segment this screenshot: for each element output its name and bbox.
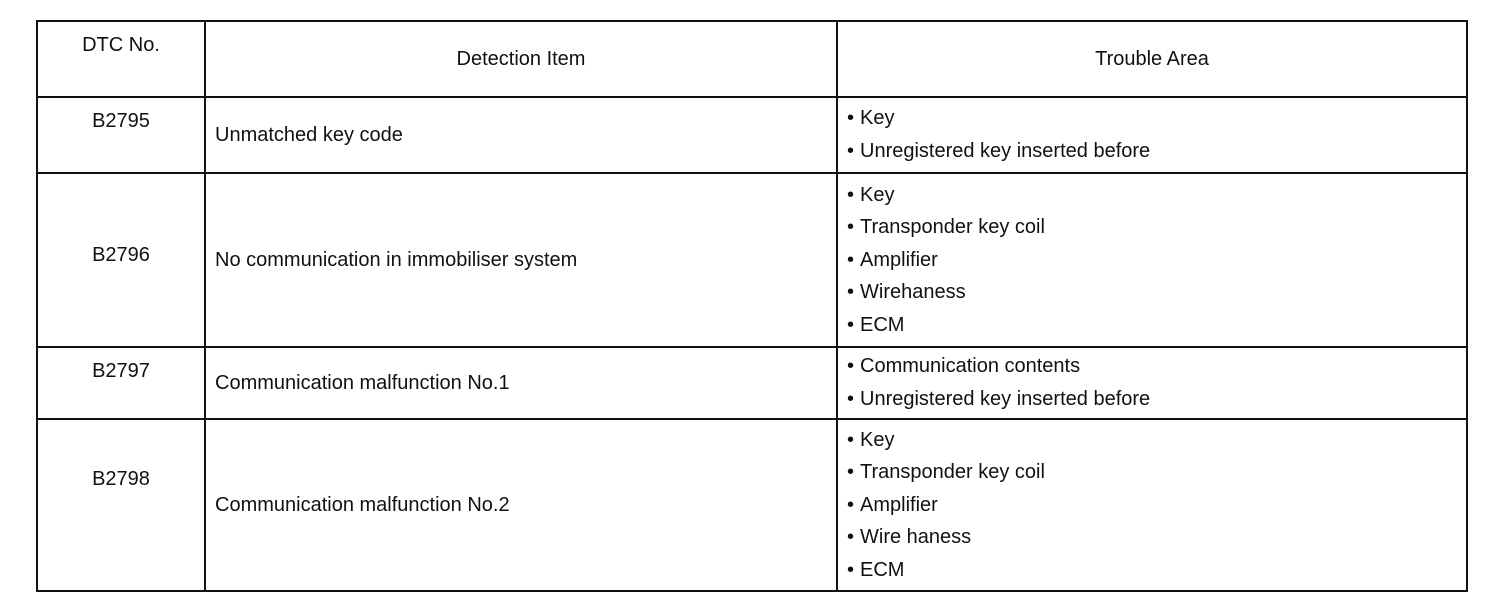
list-item: • Communication contents xyxy=(847,350,1466,383)
bullet-icon: • xyxy=(847,107,855,130)
trouble-area-cell xyxy=(837,419,1467,591)
list-item: • Unregistered key inserted before xyxy=(847,135,1466,168)
dtc-code-cell xyxy=(37,347,205,419)
list-item: • Transponder key coil xyxy=(847,211,1466,244)
list-item: • Amplifier xyxy=(847,244,1466,277)
list-item: • Wirehaness xyxy=(847,276,1466,309)
dtc-table xyxy=(36,20,1468,592)
bullet-icon: • xyxy=(847,493,855,516)
list-item: • Amplifier xyxy=(847,489,1466,522)
detection-item-cell xyxy=(205,97,837,173)
header-trouble-area: Trouble Area xyxy=(837,21,1467,97)
dtc-code-cell xyxy=(37,419,205,591)
table-row xyxy=(37,347,1467,419)
bullet-icon: • xyxy=(847,183,855,206)
trouble-area-cell xyxy=(837,347,1467,419)
table-row xyxy=(37,97,1467,173)
list-item: • ECM xyxy=(847,309,1466,342)
list-item: • Key xyxy=(847,179,1466,212)
bullet-icon: • xyxy=(847,526,855,549)
list-item: • ECM xyxy=(847,554,1466,587)
trouble-area-list xyxy=(847,102,1466,167)
bullet-icon: • xyxy=(847,216,855,239)
header-dtc-no: DTC No. xyxy=(37,21,205,97)
bullet-icon: • xyxy=(847,428,855,451)
table-row xyxy=(37,419,1467,591)
bullet-icon: • xyxy=(847,461,855,484)
bullet-icon: • xyxy=(847,313,855,336)
list-item: • Unregistered key inserted before xyxy=(847,383,1466,416)
dtc-code-cell xyxy=(37,97,205,173)
header-detection-item: Detection Item xyxy=(205,21,837,97)
trouble-area-list xyxy=(847,179,1466,342)
table-row xyxy=(37,173,1467,347)
bullet-icon: • xyxy=(847,140,855,162)
bullet-icon: • xyxy=(847,281,855,304)
trouble-area-list xyxy=(847,424,1466,587)
table-header-row xyxy=(37,21,1467,97)
detection-item-cell xyxy=(205,173,837,347)
detection-item: No communication in immobiliser system xyxy=(215,248,578,271)
list-item: • Transponder key coil xyxy=(847,456,1466,489)
dtc-code-cell xyxy=(37,173,205,347)
detection-item-cell xyxy=(205,419,837,591)
list-item: • Key xyxy=(847,102,1466,135)
bullet-icon: • xyxy=(847,355,855,378)
dtc-code: B2797 xyxy=(92,360,150,382)
trouble-area-cell xyxy=(837,97,1467,173)
trouble-area-list xyxy=(847,350,1466,415)
dtc-code: B2796 xyxy=(92,244,150,266)
bullet-icon: • xyxy=(847,388,855,410)
dtc-code: B2798 xyxy=(92,468,150,490)
dtc-code: B2795 xyxy=(92,110,150,132)
detection-item-cell xyxy=(205,347,837,419)
list-item: • Wire haness xyxy=(847,521,1466,554)
detection-item: Communication malfunction No.1 xyxy=(215,371,510,394)
bullet-icon: • xyxy=(847,558,855,581)
list-item: • Key xyxy=(847,424,1466,457)
detection-item: Unmatched key code xyxy=(215,123,403,146)
detection-item: Communication malfunction No.2 xyxy=(215,493,510,516)
bullet-icon: • xyxy=(847,248,855,271)
trouble-area-cell xyxy=(837,173,1467,347)
